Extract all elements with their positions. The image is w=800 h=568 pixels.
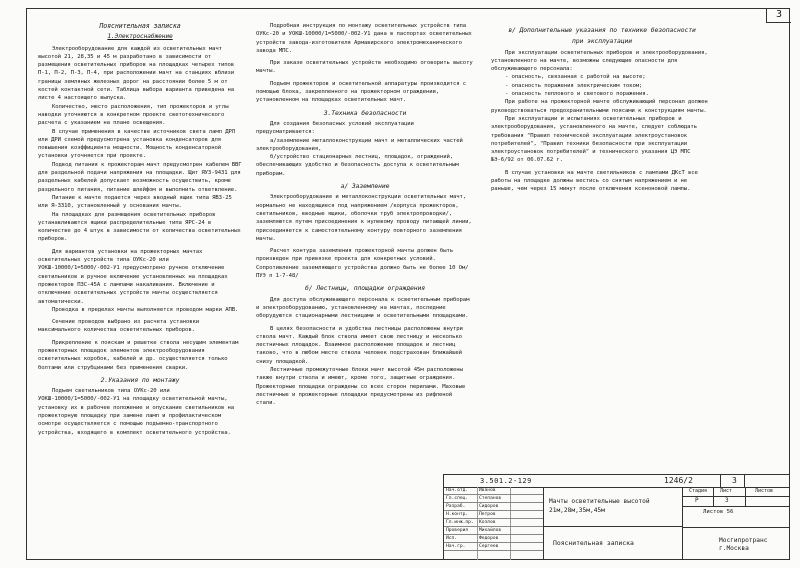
section-heading: Пояснительная записка [99,22,181,30]
column-2 [256,22,474,407]
section-subheading: при эксплуатации [572,37,632,46]
paragraph: В целях безопасности и удобства лестницы расположены внутри ствола мачт. Каждый блок ствола имеет свою лестницу и несколько лестничных площадок. Взаимное расположение площадок и лестниц таково, что в любом месте ствола человек подстрахован ближайшей снизу площадкой. [256,325,463,365]
section-heading: б/ Лестницы, площадки ограждения [305,284,425,293]
stage-header: Стадия [689,488,708,494]
paragraph: Подвод питания к прожекторам мачт предусмотрен кабелем ВВГ для раздельной подачи напряжения на площадки. Щит ЯУЗ-9431 для раздельных кабелей допускает возможность осуществить, кроме раздельного питания, питание шлейфом и выполнить ответвление. [38,161,242,193]
organization: Мосгипротранс г.Москва [719,537,768,552]
paragraph: Лестничные промежуточные блоки мачт высотой 45м расположены также внутри ствола и имеют, кроме того, защитные ограждения. Прожекторные площадки ограждены со всех сторон перилами. Маховые лестничные и прожекторные площадки предусмотрены из рифленой стали. [256,366,466,407]
paragraph: Прикрепление к пояскам и решетке ствола несущим элементам прожекторных площадок элементов электрооборудования осветительных коробок, кабелей и др. осуществляется только болтами или струбцинами без применения сварки. [38,339,239,371]
sheet-header: Лист [720,488,733,494]
paragraph: При работе на прожекторной мачте обслуживающий персонал должен руководствоваться предохранительными поясами к конструкциям мачты. [491,99,708,114]
document-code: 3.501.2-129 [480,477,532,485]
section-subheading: 1.Электроснабжение [107,33,173,41]
stage-block [683,487,790,528]
column-1 [38,22,242,437]
paragraph: Электрооборудование для каждой из осветительных мачт высотой 21, 28,35 и 45 м разработано в зависимости от размещения осветительных приборов на площадках четырех типов П-1, П-2, П-3, П-4, при расположении мачт на станциях вблизи границы земляных железных дорог на расстоянии более 5 м от костей контактной сети. Таблица выбора варианта приведена на листе 4 настоящего выпуска. [38,45,235,102]
paragraph: б/устройство стационарных лестниц, площадок, ограждений, обеспечивающих удобство и безопасность доступа к осветительным приборам. [256,154,459,177]
sheet-value: 3 [725,497,729,504]
paragraph: Сечение проводов выбрано из расчета установки максимального количества осветительных приборов. [38,319,200,334]
paragraph: Для создания безопасных условий эксплуатации предусматривается: [256,120,414,136]
paragraph: Подъем светильников типа ОУКс-20 или УОКШ-10000/1=5000/-002-У1 на площадку осветительной мачты, установку их в рабочее положение и опускание светильников на прожекторную площадку при замене ламп и профилактическом осмотре осуществляется с помощью подъемно-транспортного устройства, входящего в комплект осветительного устройства. [38,388,235,436]
paragraph: Питание к мачте подается через вводный ящик типа ЯВЗ-25 или Я-3310, установленный у основания мачты. [38,194,232,210]
sheet-number-stamp: 3 [732,476,737,485]
signature-row: Гл.спец. Степанов [444,495,543,503]
stage-value: Р [695,497,699,504]
sheets-total: Листов 56 [703,509,734,515]
section-heading: в/ Дополнительные указания по технике безопасности [508,26,696,34]
signature-row: Исп. Федоров [444,535,543,543]
paragraph: Количество, место расположения, тип прожекторов и углы наводки уточняются в конкретном проекте светотехнического расчета с указанием на плане освещения. [38,103,229,127]
sheets-header: Листов [755,488,774,494]
paragraph: Подробная инструкция по монтажу осветительных устройств типа ОУКс-20 и УОКШ-10000/1=5000/-002-У1 дана в паспортах осветительных устройств завода-изготовителя Армавирского электромеханического завода МПС. [256,23,472,54]
paragraph: При эксплуатации осветительных приборов и электрооборудования, установленного на мачте, возможны следующие опасности для обслуживающего персонала: [491,49,708,73]
signature-row: Нач.гр. Сергеев [444,543,543,551]
paragraph: В случае установки на мачте светильников с лампами ДКсТ все работы на площадке должны вестись со снятым напряжением и не раньше, чем через 15 минут после отключения ксеноновой лампы. [491,169,698,193]
paragraph: В случае применения в качестве источников света ламп ДРЛ или ДРИ схемой предусмотрена установка конденсаторов для повышения коэффициента мощности. Мощность конденсаторной установки уточняется при проекте. [38,128,235,160]
list-item: - опасность поражения электрическим током; [505,82,643,89]
list-item: - опасность теплового и светового поражения. [505,91,649,98]
paragraph: При заказе осветительных устройств необходимо оговорить высоту мачты. [256,60,473,75]
signature-row: Проверил Михайлов [444,527,543,535]
sheet-number: 3 [766,8,791,23]
signature-row: Разраб. Сидоров [444,503,543,511]
paragraph: Электрооборудование и металлоконструкции осветительных мачт, нормально не находящиеся под напряжением /корпуса прожекторов, светильников, вводные ящики, оболочки труб электропроводки/, заземляются путем присоединения к нулевому проводу питающей линии, присоединяется к самостоятельному контуру повторного заземления мачты. [256,194,472,242]
paragraph: Проводка в пределах мачты выполняется проводом марки АПВ. [52,306,239,313]
signature-row: Гл.инж.пр. Козлов [444,519,543,527]
document-type: Пояснительная записка [543,527,683,560]
section-heading: 3.Техника безопасности [323,108,407,117]
paragraph: Подъем прожекторов и осветительной аппаратуры производится с помощью блока, закрепленного на прожекторном ограждении, установленном на площадках осветительных мачт. [256,80,467,104]
paragraph: Расчет контура заземления прожекторной мачты должен быть произведен при привязке проекта для конкретных условий. Сопротивление заземляющего устройства должно быть не более 10 Ом/ ПУЭ п 1-7-48/ [256,248,469,280]
paragraph: Для вариантов установки на прожекторных мачтах осветительных устройств типа ОУКс-20 или УОКШ-10000/1=5000/-002-У1 предусмотрено ручное отключение светильников и ручное включение установленных на площадках прожекторов ПЗС-45А с лампами накаливания. Включение и отключение осветительных устройств мачты осуществляется автоматически. [38,248,228,305]
column-3 [491,22,713,194]
signature-row: Н.контр. Петров [444,511,543,519]
signature-row: Нач.отд. Иванов [444,487,543,495]
paragraph: а/заземление металлоконструкции мачт и металлических частей электрооборудования, [256,137,463,152]
drawing-title: Мачты осветительные высотой 21м,28м,35м,45м [543,487,683,527]
paragraph: На площадках для размещения осветительных приборов устанавливаются ящики распределительные типа ЯРС-24 в количестве до 4 штук в зависимости от количества осветительных приборов. [38,211,241,243]
signature-table [444,487,544,560]
section-heading: 2.Указания по монтажу [100,375,180,384]
paragraph: При эксплуатации и испытаниях осветительных приборов и электрооборудования, установленного на мачте, следует соблюдать требования "Правил технической эксплуатации электроустановок потребителей", "Правил техники безопасности при эксплуатации электроустановок потребителей" и технического указания ЦЭ МПС №Э-6/92 от 06.07.62 г. [491,115,697,164]
list-item: - опасность, связанная с работой на высоте; [505,74,646,81]
album-number: 1246/2 [664,476,693,485]
section-heading: а/ Заземление [340,182,390,191]
title-block [443,474,790,560]
paragraph: Для доступа обслуживающего персонала к осветительным приборам и электрооборудованию, установленному на мачтах, последние оборудуются стационарными лестницами и осветительными площадками. [256,296,470,320]
